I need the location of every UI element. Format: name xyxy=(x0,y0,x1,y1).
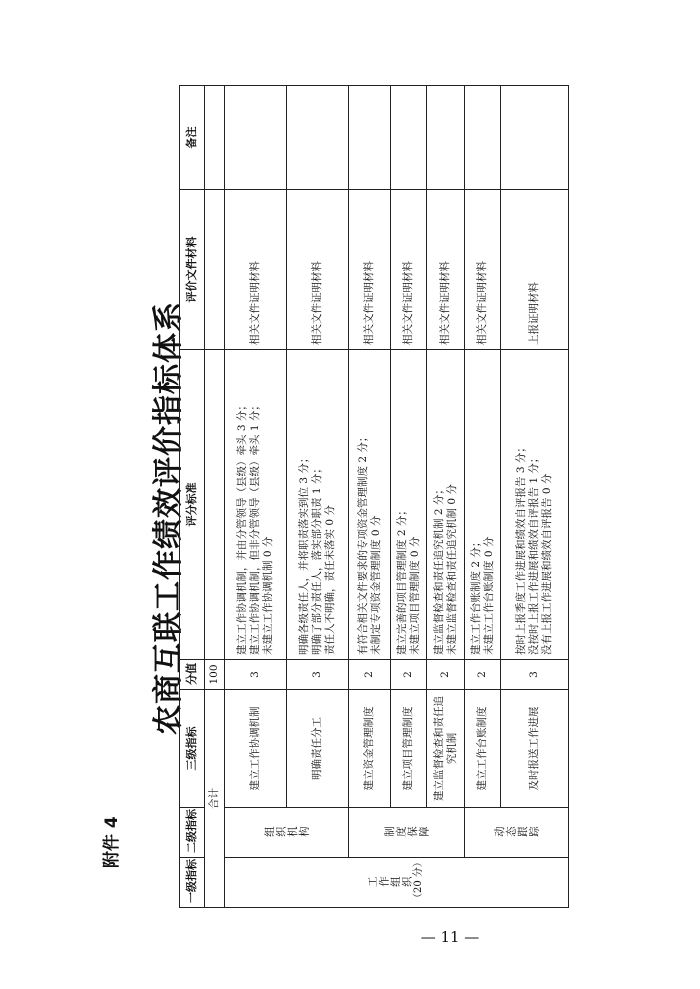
criteria-cell xyxy=(287,350,349,660)
criteria-line: 按时上报季度工作进展和绩效自评报告 3 分； xyxy=(515,442,528,655)
header-level3: 三级指标 xyxy=(180,690,205,808)
criteria-line: 没有上报工作进展和绩效自评报告 0 分 xyxy=(540,473,553,655)
criteria-line: 未建立工作台账制度 0 分 xyxy=(482,536,495,655)
score-cell: 3 xyxy=(225,660,287,690)
criteria-line: 未建立工作协调机制 0 分 xyxy=(261,536,274,655)
level2-name: 组织机构 xyxy=(263,826,310,839)
remark-cell xyxy=(465,86,501,190)
criteria-line: 未建立监督检查和责任追究机制 0 分 xyxy=(445,484,458,655)
criteria-line: 建立完善的项目管理制度 2 分； xyxy=(395,505,408,655)
table-row xyxy=(501,86,569,908)
table-cell xyxy=(205,86,225,190)
remark-cell xyxy=(501,86,569,190)
criteria-line: 明确各级责任人，并将职责落实到位 3 分； xyxy=(298,452,311,655)
header-remark: 备注 xyxy=(180,86,205,190)
level2-name: 动态跟踪 xyxy=(493,826,540,839)
page-number-text: — 11 — xyxy=(420,928,480,946)
document-title: 农商互联工作绩效评价指标体系 xyxy=(151,301,186,735)
criteria-cell xyxy=(391,350,427,660)
header-evidence: 评价文件材料 xyxy=(180,190,205,350)
criteria-line: 未制定专项资金管理制度 0 分 xyxy=(369,515,382,655)
table-header-row xyxy=(180,86,205,908)
criteria-cell xyxy=(501,350,569,660)
level1-name: 工作组织 xyxy=(367,876,414,889)
remark-cell xyxy=(427,86,465,190)
indicator-cell: 建立工作台账制度 xyxy=(465,690,501,808)
evidence-cell: 相关文件证明材料 xyxy=(349,190,391,350)
header-score: 分值 xyxy=(180,660,205,690)
evaluation-table xyxy=(179,85,569,908)
level2-cell xyxy=(349,808,465,858)
level2-cell xyxy=(465,808,569,858)
table-row xyxy=(391,86,427,908)
criteria-line: 建立工作协调机制，并由分管领导（县级）牵头 3 分； xyxy=(236,400,249,655)
criteria-line: 没按时上报工作进展和绩效自评报告 1 分； xyxy=(528,452,541,655)
level1-cell xyxy=(225,858,569,908)
annex-label: 附件 4 xyxy=(102,816,122,868)
evidence-cell: 相关文件证明材料 xyxy=(427,190,465,350)
indicator-cell: 建立工作协调机制 xyxy=(225,690,287,808)
score-cell: 2 xyxy=(391,660,427,690)
criteria-line: 建立监督检查和责任追究机制 2 分； xyxy=(432,484,445,655)
remark-cell xyxy=(225,86,287,190)
criteria-cell xyxy=(427,350,465,660)
score-cell: 3 xyxy=(501,660,569,690)
header-criteria: 评分标准 xyxy=(180,350,205,660)
criteria-line: 未建立项目管理制度 0 分 xyxy=(408,536,421,655)
evidence-cell: 上报证明材料 xyxy=(501,190,569,350)
score-cell: 2 xyxy=(465,660,501,690)
indicator-cell: 及时报送工作进展 xyxy=(501,690,569,808)
header-level2: 二级指标 xyxy=(180,808,205,858)
evidence-cell: 相关文件证明材料 xyxy=(225,190,287,350)
remark-cell xyxy=(349,86,391,190)
indicator-cell: 建立监督检查和责任追究机制 xyxy=(427,690,465,808)
indicator-cell: 明确责任分工 xyxy=(287,690,349,808)
level1-score: （20 分） xyxy=(413,857,425,903)
total-score: 100 xyxy=(205,660,225,690)
criteria-cell xyxy=(465,350,501,660)
table-cell xyxy=(205,350,225,660)
criteria-line: 责任人不明确，责任未落实 0 分 xyxy=(323,505,336,655)
level2-name: 制度保障 xyxy=(383,826,430,839)
remark-cell xyxy=(391,86,427,190)
evaluation-table-container xyxy=(179,86,569,908)
evidence-cell: 相关文件证明材料 xyxy=(391,190,427,350)
table-row xyxy=(225,86,287,908)
score-cell: 2 xyxy=(349,660,391,690)
table-row xyxy=(287,86,349,908)
page-number xyxy=(300,928,600,946)
criteria-line: 有符合相关文件要求的专项资金管理制度 2 分； xyxy=(356,431,369,655)
criteria-line: 建立工作台账制度 2 分； xyxy=(469,536,482,655)
table-row xyxy=(427,86,465,908)
criteria-cell xyxy=(225,350,287,660)
indicator-cell: 建立资金管理制度 xyxy=(349,690,391,808)
table-row xyxy=(349,86,391,908)
table-row xyxy=(465,86,501,908)
total-row xyxy=(205,86,225,908)
evidence-cell: 相关文件证明材料 xyxy=(465,190,501,350)
level2-cell xyxy=(225,808,349,858)
criteria-line: 建立工作协调机制，但非分管领导（县级）牵头 1 分； xyxy=(249,400,262,655)
indicator-cell: 建立项目管理制度 xyxy=(391,690,427,808)
table-cell xyxy=(205,190,225,350)
total-label: 合计 xyxy=(205,690,225,908)
evidence-cell: 相关文件证明材料 xyxy=(287,190,349,350)
score-cell: 3 xyxy=(287,660,349,690)
remark-cell xyxy=(287,86,349,190)
header-level1: 一级指标 xyxy=(180,858,205,908)
criteria-cell xyxy=(349,350,391,660)
criteria-line: 明确了部分责任人，落实部分职责 1 分； xyxy=(311,463,324,655)
score-cell: 2 xyxy=(427,660,465,690)
